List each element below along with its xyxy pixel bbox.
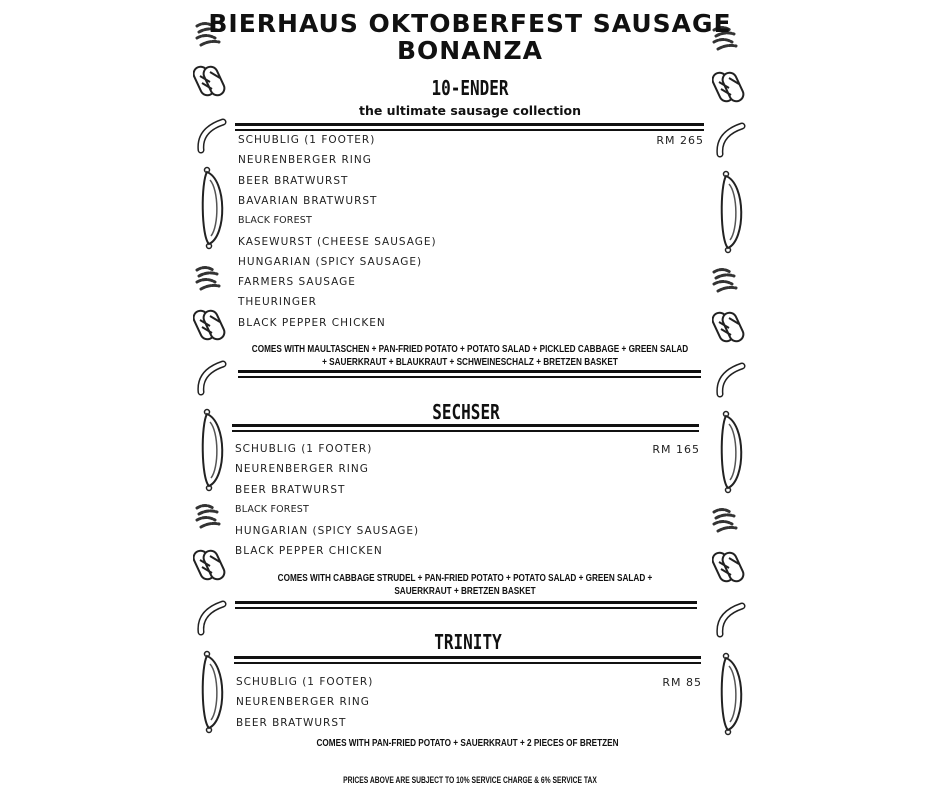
divider xyxy=(235,607,697,609)
menu-item: BLACK PEPPER CHICKEN xyxy=(235,545,383,557)
menu-item: BEER BRATWURST xyxy=(236,716,347,729)
menu-item: FARMERS SAUSAGE xyxy=(238,276,356,289)
sausage-links-icon xyxy=(710,504,746,544)
menu-item: SCHUBLIG (1 FOOTER) xyxy=(235,443,373,455)
thin-sausage-icon xyxy=(195,118,229,158)
sausage-links-icon xyxy=(193,500,229,540)
comes-with-sechser: COMES WITH CABBAGE STRUDEL + PAN-FRIED POTATO + POTATO SALAD + GREEN SALAD + SAUERKRAUT + BRETZEN BASKET xyxy=(277,572,653,597)
big-sausage-icon xyxy=(716,410,746,498)
thin-sausage-icon xyxy=(195,360,229,400)
divider xyxy=(235,123,704,126)
price-10-ender: RM 265 xyxy=(656,134,704,147)
section-subtitle: the ultimate sausage collection xyxy=(358,103,582,118)
comes-with-trinity: COMES WITH PAN-FRIED POTATO + SAUERKRAUT + 2 PIECES OF BRETZEN xyxy=(316,737,619,749)
section-title-sechser: SECHSER xyxy=(432,400,500,424)
divider xyxy=(235,129,704,131)
big-sausage-icon xyxy=(197,650,227,738)
menu-item: NEURENBERGER RING xyxy=(238,154,372,167)
sausage-pair-icon xyxy=(193,546,227,586)
service-charge-note: PRICES ABOVE ARE SUBJECT TO 10% SERVICE CHARGE & 6% SERVICE TAX xyxy=(343,775,597,785)
menu-item: NEURENBERGER RING xyxy=(236,696,370,709)
thin-sausage-icon xyxy=(195,600,229,640)
menu-item: SCHUBLIG (1 FOOTER) xyxy=(236,676,374,688)
menu-item: THEURINGER xyxy=(238,296,317,309)
menu-item: BEER BRATWURST xyxy=(235,483,346,496)
menu-item: HUNGARIAN (SPICY SAUSAGE) xyxy=(238,255,423,268)
sausage-pair-icon xyxy=(193,306,227,346)
sausage-pair-icon xyxy=(712,68,746,108)
menu-item: BLACK FOREST xyxy=(238,215,313,227)
sausage-pair-icon xyxy=(712,548,746,588)
menu-item: SCHUBLIG (1 FOOTER) xyxy=(238,134,376,146)
menu-item: BAVARIAN BRATWURST xyxy=(238,194,378,207)
divider xyxy=(234,656,701,659)
sausage-links-icon xyxy=(710,264,746,304)
menu-title: BIERHAUS OKTOBERFEST SAUSAGE BONANZA xyxy=(208,9,732,65)
divider xyxy=(238,370,701,373)
divider xyxy=(232,430,699,432)
sausage-links-icon xyxy=(193,262,229,302)
divider xyxy=(235,601,697,604)
divider xyxy=(238,376,701,378)
divider xyxy=(234,662,701,664)
menu-item: BEER BRATWURST xyxy=(238,174,349,187)
menu-item: BLACK FOREST xyxy=(235,504,310,516)
big-sausage-icon xyxy=(716,652,746,740)
menu-item: BLACK PEPPER CHICKEN xyxy=(238,316,386,329)
sausage-pair-icon xyxy=(193,62,227,102)
big-sausage-icon xyxy=(197,408,227,496)
menu-item: HUNGARIAN (SPICY SAUSAGE) xyxy=(235,524,420,537)
menu-item: KASEWURST (CHEESE SAUSAGE) xyxy=(238,235,437,248)
thin-sausage-icon xyxy=(714,122,748,162)
section-title-trinity: TRINITY xyxy=(434,630,502,654)
price-sechser: RM 165 xyxy=(652,443,700,456)
divider xyxy=(232,424,699,427)
big-sausage-icon xyxy=(197,166,227,254)
thin-sausage-icon xyxy=(714,602,748,642)
price-trinity: RM 85 xyxy=(662,676,702,689)
comes-with-10-ender: COMES WITH MAULTASCHEN + PAN-FRIED POTATO + POTATO SALAD + PICKLED CABBAGE + GREEN SALAD + SAUERKRAUT + BLAUKRAUT + SCHWEINESCHALZ + BRETZEN BASKET xyxy=(251,343,689,368)
sausage-pair-icon xyxy=(712,308,746,348)
section-title-10-ender: 10-ENDER xyxy=(431,76,509,100)
thin-sausage-icon xyxy=(714,362,748,402)
big-sausage-icon xyxy=(716,170,746,258)
menu-item: NEURENBERGER RING xyxy=(235,463,369,476)
